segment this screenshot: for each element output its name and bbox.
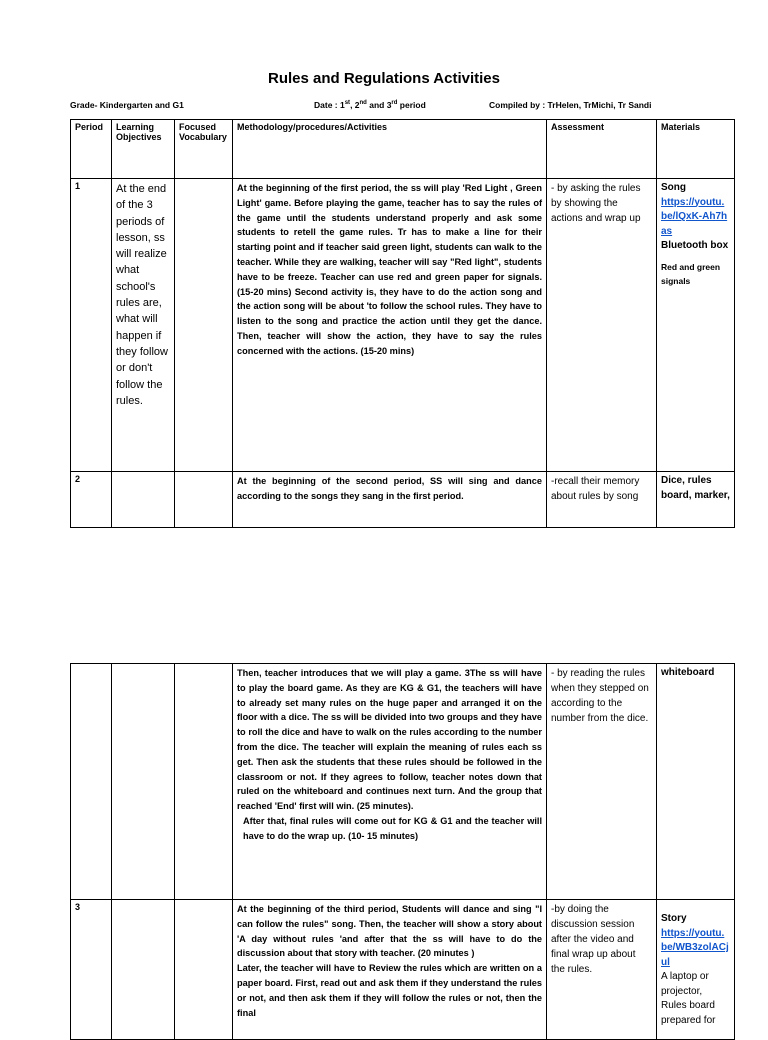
period-cell: 1 (71, 179, 112, 472)
methodology-cell (233, 900, 547, 1040)
assessment-cell: -by doing the discussion session after the video and final wrap up about the rules. (547, 900, 657, 1040)
materials-cell (657, 179, 735, 472)
objectives-cell (112, 664, 175, 900)
table-row (71, 900, 735, 1040)
methodology-cell (233, 664, 547, 900)
assessment-cell: - by asking the rules by showing the actions and wrap up (547, 179, 657, 472)
material-song: Song (661, 182, 686, 193)
materials-cell: whiteboard (657, 664, 735, 900)
methodology-paragraph: After that, final rules will come out for KG & G1 and the teacher will have to do the wrap up. (10- 15 minutes) (243, 815, 542, 841)
date-label: Date : 1st, 2nd and 3rd period (314, 100, 426, 110)
table-row (71, 179, 735, 472)
methodology-paragraph: Later, the teacher will have to Review the rules which are written on a paper board. First, read out and ask them if they understand the rules or not, and then ask them if they will follow the rules or not, then the final (237, 963, 542, 1018)
vocabulary-cell (175, 179, 233, 472)
column-header-period: Period (71, 120, 112, 179)
assessment-cell: - by reading the rules when they stepped on according to the number from the dice. (547, 664, 657, 900)
period-cell (71, 664, 112, 900)
materials-cell: Dice, rules board, marker, (657, 472, 735, 528)
column-header-objectives: Learning Objectives (112, 120, 175, 179)
lesson-plan-table-continued (70, 663, 735, 1040)
page-title: Rules and Regulations Activities (268, 70, 500, 87)
objectives-cell (112, 472, 175, 528)
vocabulary-cell (175, 664, 233, 900)
period-cell: 3 (71, 900, 112, 1040)
materials-cell (657, 900, 735, 1040)
objectives-cell: At the end of the 3 periods of lesson, ss will realize what school's rules are, what will happen if they follow or don't follow the rules. (112, 179, 175, 472)
objectives-cell (112, 900, 175, 1040)
vocabulary-cell (175, 900, 233, 1040)
column-header-methodology: Methodology/procedures/Activities (233, 120, 547, 179)
methodology-paragraph: At the beginning of the third period, Students will dance and sing "I can follow the rules" song. Then, the teacher will show a story about 'A day without rules 'and after that the ss will have to do the discussion about that story with teacher. (20 minutes ) (237, 904, 542, 959)
song-link[interactable]: https://youtu.be/lQxK-Ah7has (661, 196, 728, 237)
assessment-cell: -recall their memory about rules by song (547, 472, 657, 528)
column-header-materials: Materials (657, 120, 735, 179)
material-signals: Red and green signals (661, 261, 721, 286)
table-row (71, 472, 735, 528)
table-row (71, 664, 735, 900)
compiled-by-label: Compiled by : TrHelen, TrMichi, Tr Sandi (489, 100, 652, 110)
table-header-row (71, 120, 735, 179)
methodology-paragraph: Then, teacher introduces that we will play a game. 3The ss will have to play the board game. As they are KG & G1, the teachers will have to already set many rules on the huge paper and arranged it on the floor with a dice. The ss will be divided into two groups and they have to roll the dice and have to walk on the rules according to the number from the dice. The teacher will explain the meaning of rules each ss get. Then ask the students that these rules should be followed in the classroom or not. If they agrees to follow, teacher notes down that ruled on the whiteboard and continues next turn. And the group that reached 'End' first will win. (25 minutes). (237, 668, 542, 812)
lesson-plan-table (70, 119, 735, 528)
column-header-assessment: Assessment (547, 120, 657, 179)
methodology-cell: At the beginning of the second period, SS will sing and dance according to the songs they sang in the first period. (233, 472, 547, 528)
methodology-cell: At the beginning of the first period, the ss will play 'Red Light , Green Light' game. Before playing the game, teacher has to say the rules of the game until the students understand properly and ask some students to retell the game rules. Tr has to make a line for their starting point and if teacher said green light, students can walk to the teacher. While they are walking, teacher will say "Red light", students have to be freeze. Teacher can use red and green paper for signals. (15-20 mins) Second activity is, they have to do the action song and the action song will be about 'to follow the school rules. They have to listen to the song and practice the action until they get the dance. Then, teacher will show the action, they have to say the rules concerned with the actions. (15-20 mins) (233, 179, 547, 472)
material-bluetooth: Bluetooth box (661, 240, 729, 251)
vocabulary-cell (175, 472, 233, 528)
material-equipment: A laptop or projector, (661, 971, 709, 997)
material-story: Story (661, 913, 687, 924)
period-cell: 2 (71, 472, 112, 528)
story-link[interactable]: https://youtu.be/WB3zolACjul (661, 927, 729, 968)
column-header-vocabulary: Focused Vocabulary (175, 120, 233, 179)
material-board: Rules board prepared for (661, 1000, 716, 1026)
grade-label: Grade- Kindergarten and G1 (70, 100, 184, 110)
